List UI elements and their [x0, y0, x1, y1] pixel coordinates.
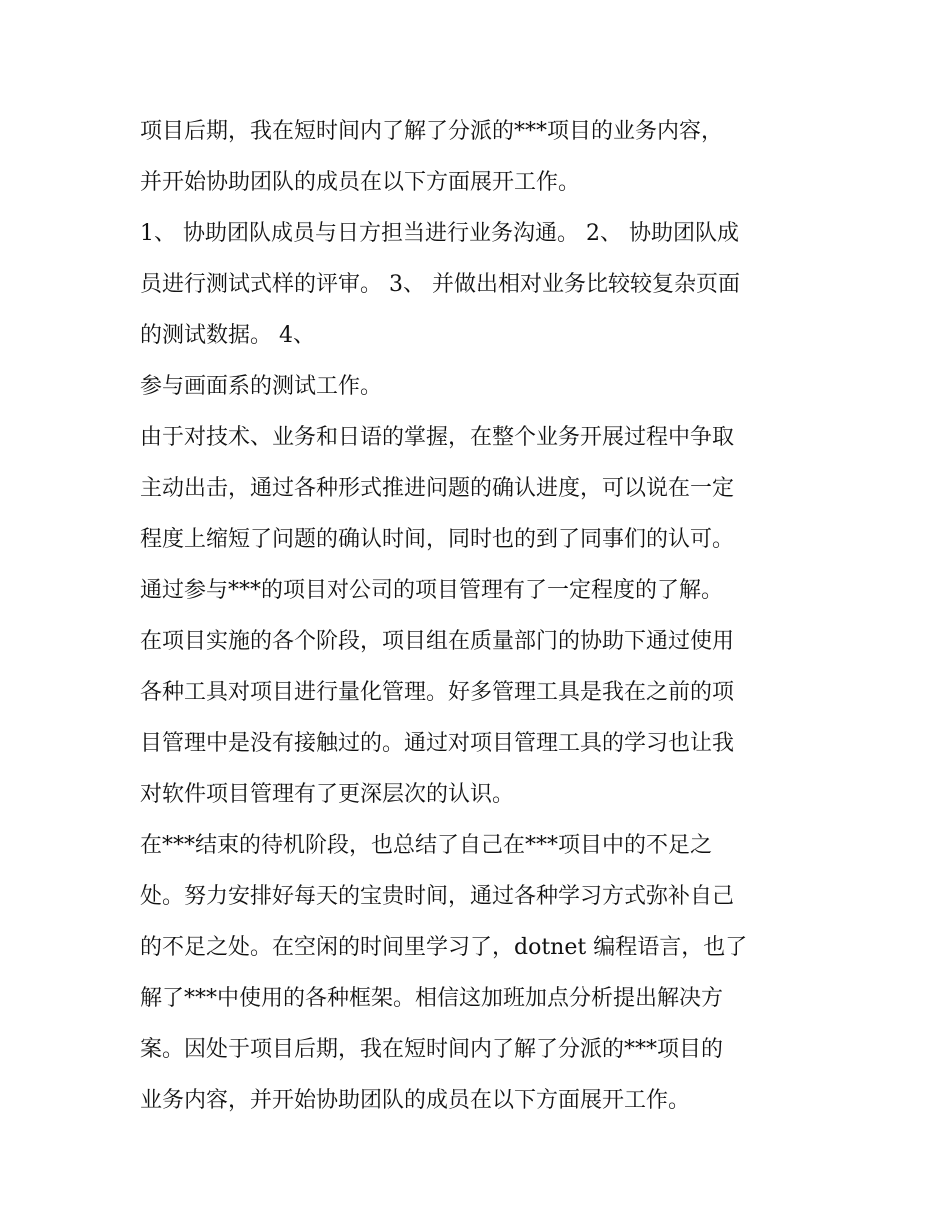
text-line: 的测试数据。 4、 [140, 323, 315, 348]
text-line: 参与画面系的测试工作。 [140, 374, 383, 399]
text-line: 的不足之处。在空闲的时间里学习了，dotnet 编程语言，也了 [140, 935, 748, 960]
text-line: 解了***中使用的各种框架。相信这加班加点分析提出解决方 [140, 986, 724, 1011]
text-line: 并开始协助团队的成员在以下方面展开工作。 [140, 170, 581, 195]
text-line: 项目后期，我在短时间内了解了分派的***项目的业务内容， [140, 119, 724, 144]
text-line: 程度上缩短了问题的确认时间，同时也的到了同事们的认可。 [140, 527, 735, 552]
text-line: 业务内容，并开始协助团队的成员在以下方面展开工作。 [140, 1088, 691, 1113]
text-line: 在***结束的待机阶段，也总结了自己在***项目中的不足之 [140, 833, 713, 858]
text-line: 员进行测试式样的评审。 3、 并做出相对业务比较较复杂页面 [140, 272, 740, 297]
text-line: 由于对技术、业务和日语的掌握，在整个业务开展过程中争取 [140, 425, 735, 450]
text-line: 1、 协助团队成员与日方担当进行业务沟通。 2、 协助团队成 [140, 221, 739, 246]
text-line: 通过参与***的项目对公司的项目管理有了一定程度的了解。 [140, 578, 724, 603]
text-line: 目管理中是没有接触过的。通过对项目管理工具的学习也让我 [140, 731, 735, 756]
text-line: 处。努力安排好每天的宝贵时间，通过各种学习方式弥补自己 [140, 884, 735, 909]
text-line: 案。因处于项目后期，我在短时间内了解了分派的***项目的 [140, 1037, 724, 1062]
text-line: 对软件项目管理有了更深层次的认识。 [140, 782, 515, 807]
text-line: 各种工具对项目进行量化管理。好多管理工具是我在之前的项 [140, 680, 735, 705]
text-line: 主动出击，通过各种形式推进问题的确认进度，可以说在一定 [140, 476, 735, 501]
text-line: 在项目实施的各个阶段，项目组在质量部门的协助下通过使用 [140, 629, 735, 654]
body-text [140, 106, 820, 1126]
